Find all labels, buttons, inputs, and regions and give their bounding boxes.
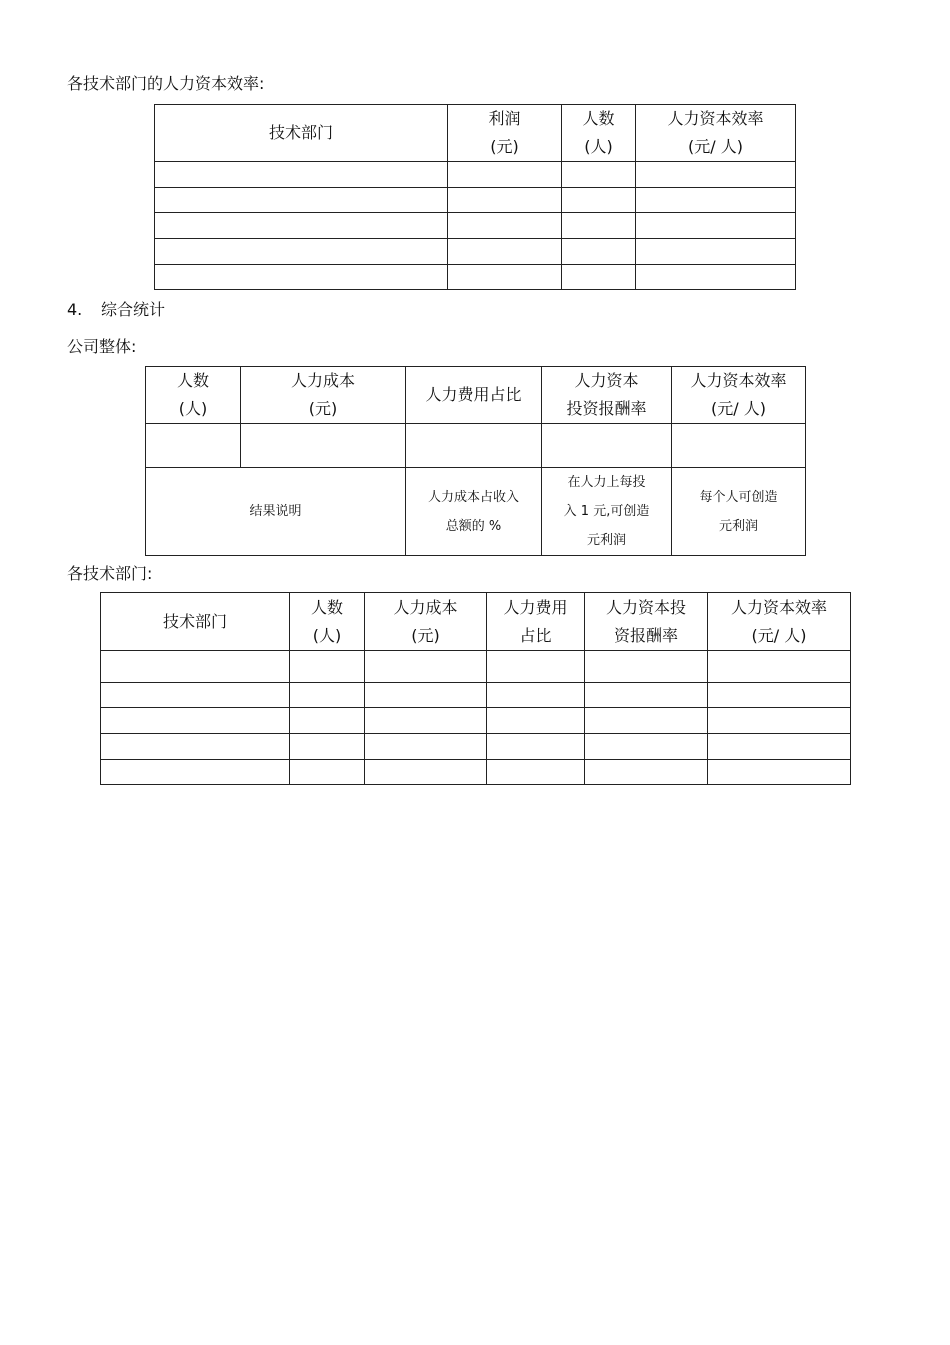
table-cell — [708, 683, 851, 708]
table-cell — [585, 708, 708, 734]
result-label: 结果说明 — [146, 468, 406, 556]
section-number: 4. — [67, 300, 83, 319]
header-cell: 人力资本效率 (元/ 人) — [708, 593, 851, 651]
table-cell — [101, 683, 290, 708]
table-cell — [636, 188, 796, 213]
table-cell — [487, 683, 585, 708]
table-cell — [562, 213, 636, 239]
table-cell — [585, 683, 708, 708]
table-row — [155, 239, 796, 265]
note-cell: 每个人可创造 元利润 — [672, 468, 806, 556]
section1-heading: 各技术部门的人力资本效率: — [67, 74, 265, 93]
note-cell: 人力成本占收入 总额的 % — [406, 468, 542, 556]
value-cell — [672, 424, 806, 468]
table-cell — [562, 239, 636, 265]
table-cell — [365, 760, 487, 785]
company-heading: 公司整体: — [67, 337, 137, 356]
table-cell — [636, 213, 796, 239]
section3-heading: 各技术部门: — [67, 564, 153, 583]
table-cell — [101, 708, 290, 734]
table-row — [146, 424, 806, 468]
value-cell — [241, 424, 406, 468]
table-cell — [636, 162, 796, 188]
header-cell: 人力费用占比 — [406, 367, 542, 424]
section-title: 综合统计 — [101, 300, 166, 319]
header-cell: 技术部门 — [101, 593, 290, 651]
table-cell — [448, 213, 562, 239]
table-cell — [636, 265, 796, 290]
table-cell — [155, 188, 448, 213]
table-cell — [155, 239, 448, 265]
table-cell — [448, 162, 562, 188]
table-cell — [487, 734, 585, 760]
table-cell — [290, 651, 365, 683]
header-cell: 人力资本效率 (元/ 人) — [636, 105, 796, 162]
header-cell: 人数 (人) — [146, 367, 241, 424]
table-cell — [365, 683, 487, 708]
header-cell: 人数 (人) — [562, 105, 636, 162]
header-cell: 人力成本 (元) — [241, 367, 406, 424]
table-cell — [448, 265, 562, 290]
table-row — [155, 162, 796, 188]
table-row — [101, 651, 851, 683]
table-cell — [290, 734, 365, 760]
header-cell: 人数 (人) — [290, 593, 365, 651]
header-cell: 人力资本投 资报酬率 — [585, 593, 708, 651]
table-row — [155, 188, 796, 213]
table-cell — [448, 188, 562, 213]
header-cell: 技术部门 — [155, 105, 448, 162]
result-row — [146, 468, 806, 556]
table-cell — [365, 734, 487, 760]
header-cell: 人力费用 占比 — [487, 593, 585, 651]
table-row — [101, 708, 851, 734]
value-cell — [146, 424, 241, 468]
table-row — [101, 760, 851, 785]
table-cell — [562, 188, 636, 213]
header-cell: 利润 (元) — [448, 105, 562, 162]
table-cell — [708, 708, 851, 734]
table-cell — [562, 162, 636, 188]
header-cell: 人力成本 (元) — [365, 593, 487, 651]
table-cell — [448, 239, 562, 265]
tech-dept-efficiency-table — [154, 104, 796, 290]
table-cell — [487, 708, 585, 734]
table-cell — [708, 734, 851, 760]
table-cell — [155, 265, 448, 290]
table-cell — [708, 651, 851, 683]
header-cell: 人力资本 投资报酬率 — [542, 367, 672, 424]
table-cell — [101, 760, 290, 785]
value-cell — [542, 424, 672, 468]
table-cell — [636, 239, 796, 265]
table-cell — [487, 760, 585, 785]
table-row — [155, 265, 796, 290]
table-cell — [365, 651, 487, 683]
table-cell — [155, 162, 448, 188]
table-row — [155, 213, 796, 239]
tech-dept-table — [100, 592, 851, 785]
table-cell — [365, 708, 487, 734]
header-cell: 人力资本效率 (元/ 人) — [672, 367, 806, 424]
value-cell — [406, 424, 542, 468]
table-cell — [708, 760, 851, 785]
table-cell — [585, 651, 708, 683]
company-overall-table — [145, 366, 806, 556]
note-cell: 在人力上每投 入 1 元,可创造 元利润 — [542, 468, 672, 556]
table-cell — [290, 708, 365, 734]
table-cell — [585, 760, 708, 785]
table-cell — [585, 734, 708, 760]
table-cell — [155, 213, 448, 239]
table-row — [101, 734, 851, 760]
table-cell — [562, 265, 636, 290]
table-cell — [290, 683, 365, 708]
table-cell — [101, 651, 290, 683]
table-cell — [101, 734, 290, 760]
table-cell — [487, 651, 585, 683]
table-row — [101, 683, 851, 708]
table-cell — [290, 760, 365, 785]
